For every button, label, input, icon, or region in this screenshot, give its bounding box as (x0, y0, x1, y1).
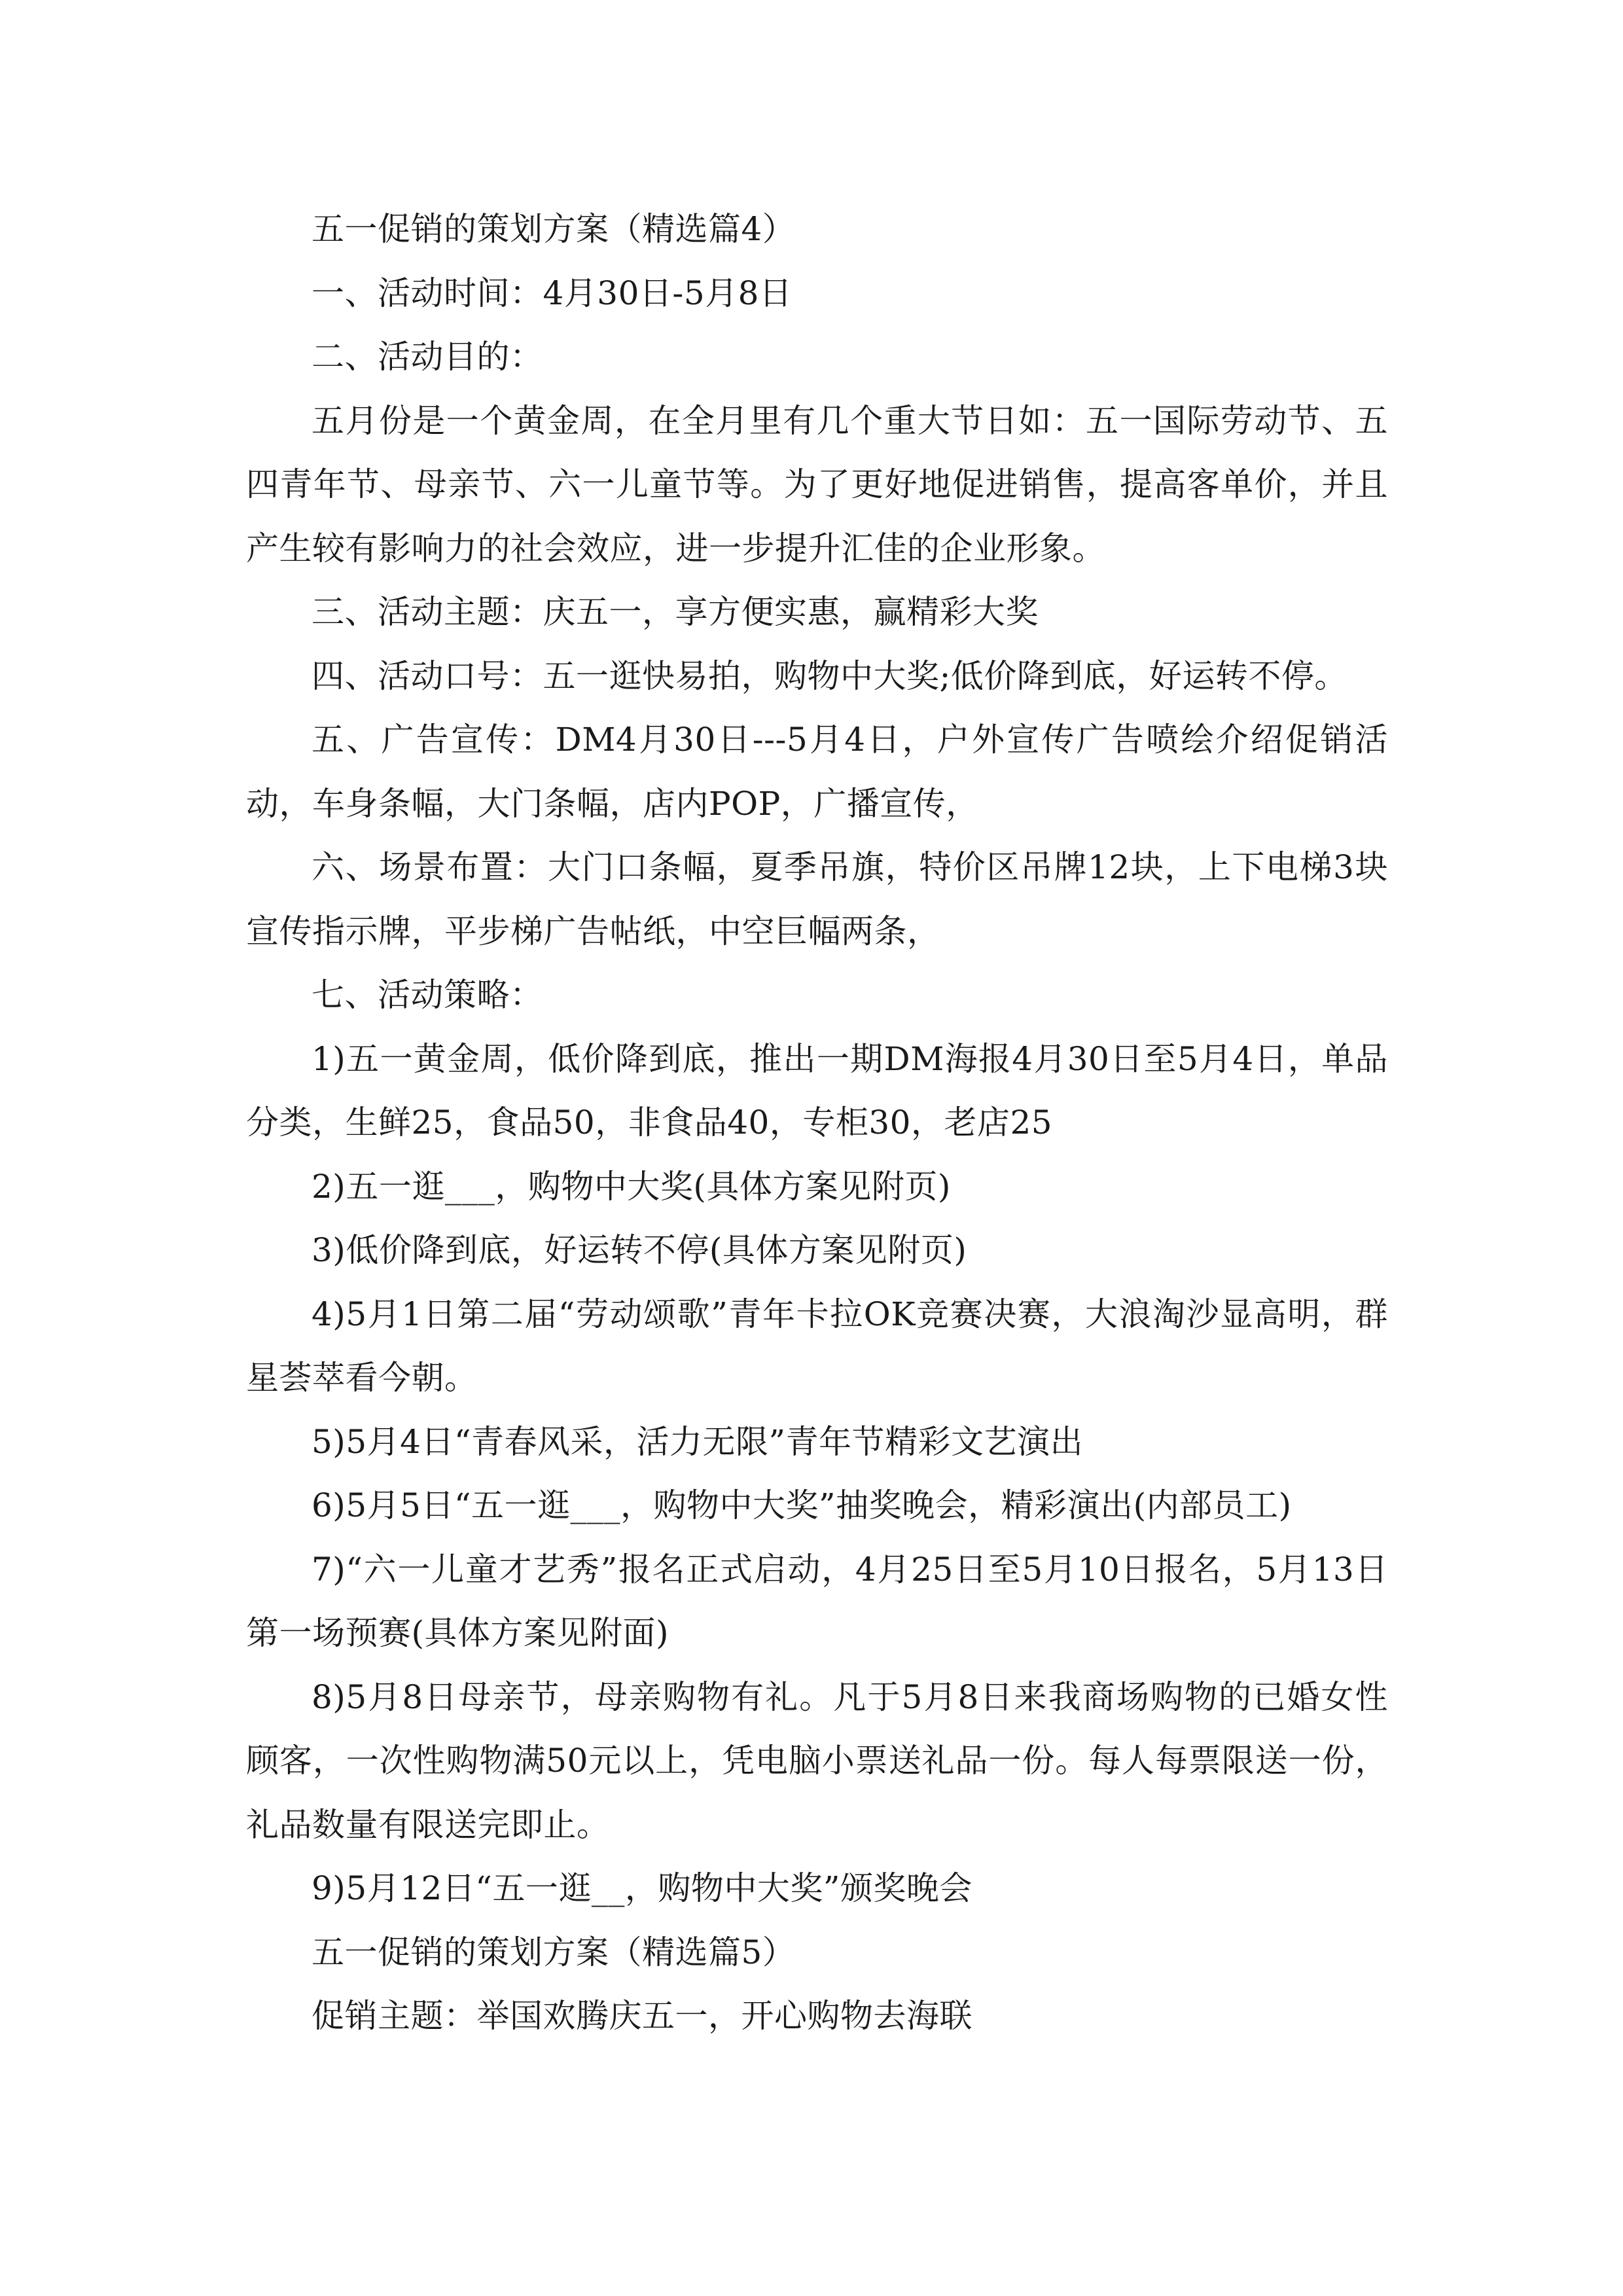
paragraph: 促销主题：举国欢腾庆五一，开心购物去海联 (312, 1997, 972, 2035)
section-heading: 五一促销的策划方案（精选篇5） (312, 1933, 796, 1971)
list-item: 6)5月5日“五一逛___，购物中大奖”抽奖晚会，精彩演出(内部员工) (312, 1486, 1292, 1524)
list-item: 1)五一黄金周，低价降到底，推出一期DM海报4月30日至5月4日，单品分类，生鲜25，食品50，非食品40，专柜30，老店25 (246, 1039, 1388, 1141)
list-item: 3)低价降到底，好运转不停(具体方案见附页) (312, 1231, 967, 1269)
document-body (246, 198, 1388, 2049)
list-item: 5)5月4日“青春风采，活力无限”青年节精彩文艺演出 (312, 1422, 1084, 1461)
paragraph: 一、活动时间：4月30日-5月8日 (312, 274, 793, 312)
paragraph: 二、活动目的： (312, 338, 543, 376)
list-item: 4)5月1日第二届“劳动颂歌”青年卡拉OK竞赛决赛，大浪淘沙显高明，群星荟萃看今朝。 (246, 1295, 1388, 1397)
list-item: 7)“六一儿童才艺秀”报名正式启动，4月25日至5月10日报名，5月13日第一场预赛(具体方案见附面) (246, 1550, 1388, 1652)
paragraph: 六、场景布置：大门口条幅，夏季吊旗，特价区吊牌12块，上下电梯3块宣传指示牌，平步梯广告帖纸，中空巨幅两条， (246, 848, 1388, 950)
paragraph: 五、广告宣传：DM4月30日---5月4日，户外宣传广告喷绘介绍促销活动，车身条幅，大门条幅，店内POP，广播宣传， (246, 721, 1388, 823)
paragraph: 四、活动口号：五一逛快易拍，购物中大奖;低价降到底，好运转不停。 (312, 656, 1347, 695)
list-item: 2)五一逛___，购物中大奖(具体方案见附页) (312, 1167, 951, 1206)
section-heading: 五一促销的策划方案（精选篇4） (312, 210, 796, 248)
paragraph: 五月份是一个黄金周，在全月里有几个重大节日如：五一国际劳动节、五四青年节、母亲节、六一儿童节等。为了更好地促进销售，提高客单价，并且产生较有影响力的社会效应，进一步提升汇佳的企业形象。 (246, 401, 1388, 567)
paragraph: 七、活动策略： (312, 976, 543, 1014)
list-item: 9)5月12日“五一逛__，购物中大奖”颁奖晚会 (312, 1869, 972, 1907)
paragraph: 三、活动主题：庆五一，享方便实惠，赢精彩大奖 (312, 593, 1039, 631)
list-item: 8)5月8日母亲节，母亲购物有礼。凡于5月8日来我商场购物的已婚女性顾客，一次性购物满50元以上，凭电脑小票送礼品一份。每人每票限送一份，礼品数量有限送完即止。 (246, 1677, 1388, 1844)
